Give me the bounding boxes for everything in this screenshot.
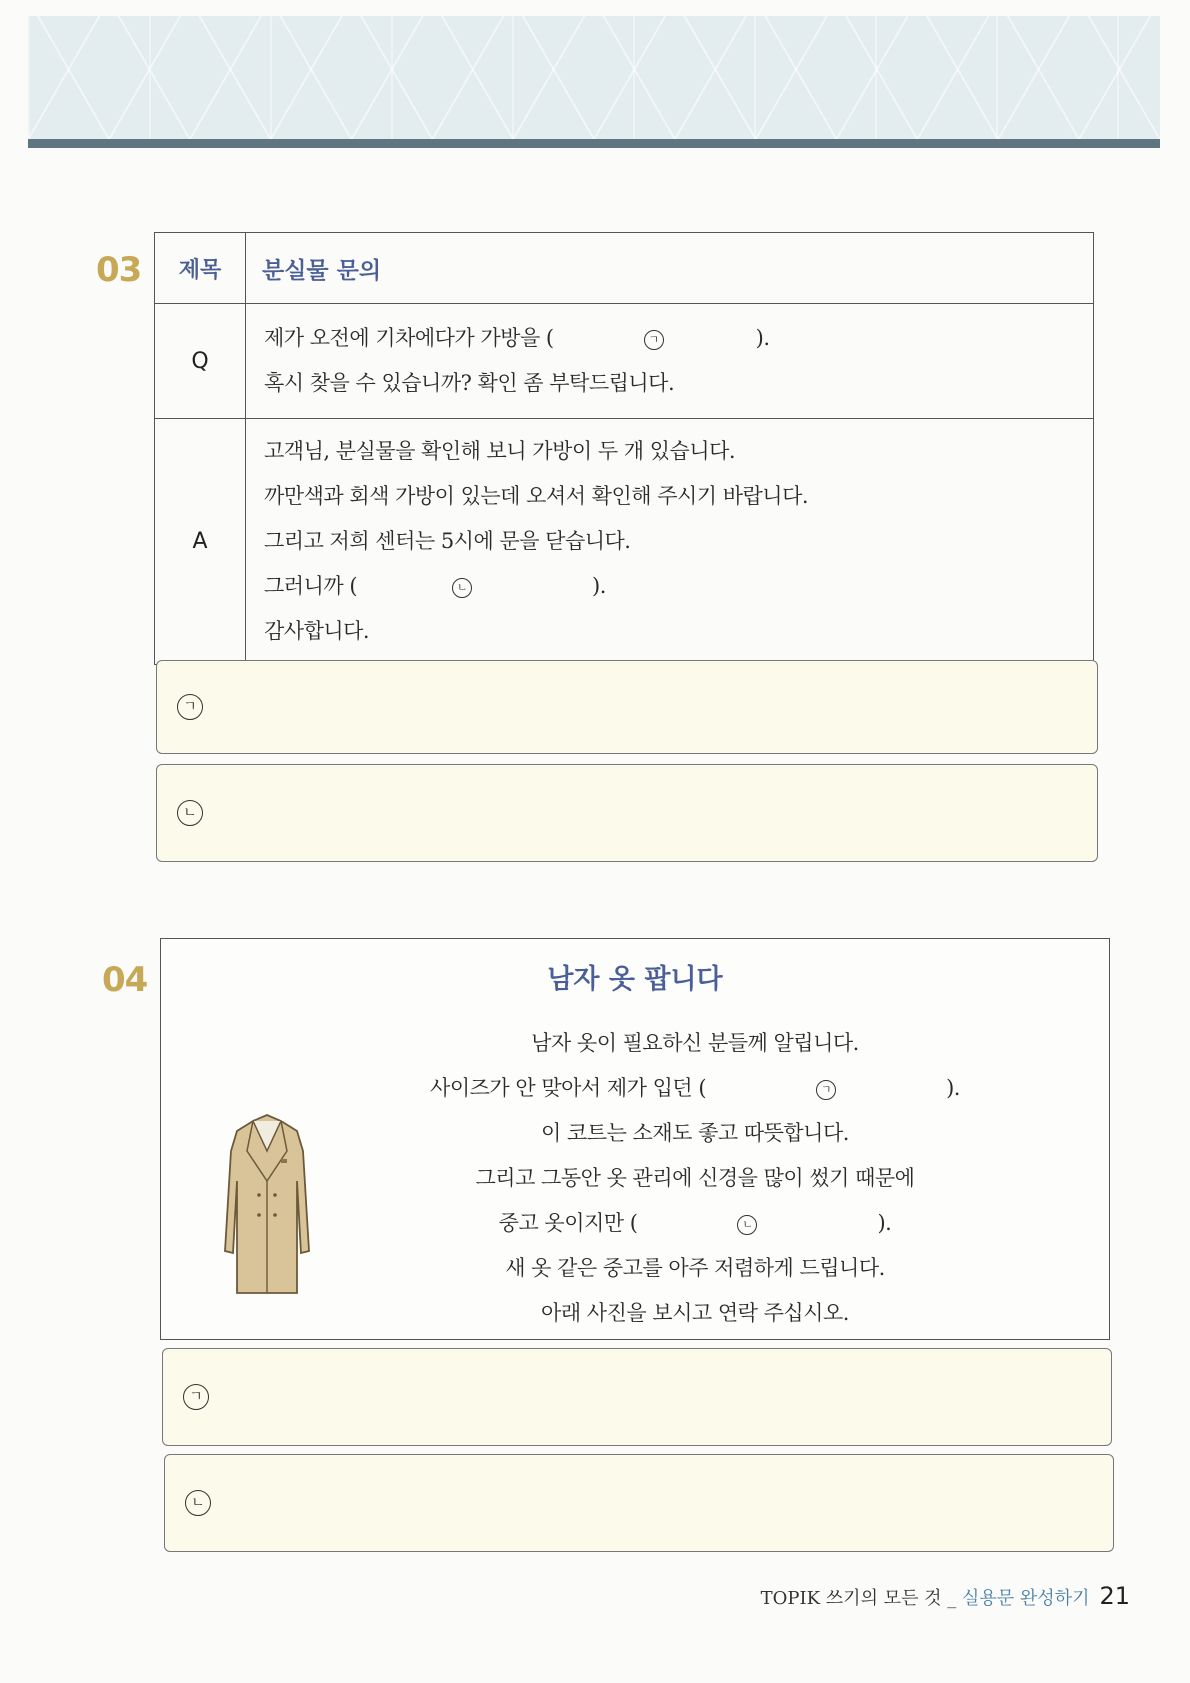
notice-line-3: 이 코트는 소재도 좋고 따뜻합니다.	[541, 1121, 849, 1145]
notice-line-4: 그리고 그동안 옷 관리에 신경을 많이 썼기 때문에	[475, 1166, 915, 1190]
question-number-03: 03	[96, 250, 142, 290]
question-line-2: 혹시 찾을 수 있습니까? 확인 좀 부탁드립니다.	[264, 371, 675, 395]
answer-marker-first: ㄱ	[177, 694, 203, 720]
question-line-1-post: ).	[755, 326, 770, 350]
answer-text	[246, 419, 1094, 665]
notice-line-2-post: ).	[946, 1076, 960, 1100]
notice-line-5	[281, 1201, 1109, 1246]
notice-line-2	[281, 1066, 1109, 1111]
footer-section: 실용문 완성하기	[962, 1588, 1090, 1609]
notice-line-5-post: ).	[877, 1211, 892, 1235]
blank-marker-second: ㄴ	[452, 578, 472, 598]
question-number-04: 04	[102, 960, 148, 1000]
answer-line-4	[264, 564, 1075, 609]
answer-line-5: 감사합니다.	[264, 619, 370, 643]
question-row	[155, 304, 1094, 419]
page-number: 21	[1099, 1582, 1130, 1610]
page-footer	[761, 1582, 1130, 1610]
inquiry-table	[154, 232, 1094, 665]
answer-box-first-03[interactable]	[156, 660, 1098, 754]
a-label: A	[155, 419, 246, 665]
answer-box-second-04[interactable]	[164, 1454, 1114, 1552]
blank-marker-first: ㄱ	[644, 330, 664, 350]
header-banner	[28, 16, 1160, 141]
q-label: Q	[155, 304, 246, 419]
answer-line-3: 그리고 저희 센터는 5시에 문을 닫습니다.	[264, 529, 631, 553]
notice-title: 남자 옷 팝니다	[547, 964, 723, 995]
notice-line-2-pre: 사이즈가 안 맞아서 제가 입던 (	[430, 1076, 707, 1100]
notice-blank-marker-second: ㄴ	[737, 1215, 757, 1235]
table-header-row	[155, 233, 1094, 304]
answer-box-second-03[interactable]	[156, 764, 1098, 862]
footer-book-title: TOPIK 쓰기의 모든 것 _	[760, 1588, 963, 1609]
question-line-1-pre: 제가 오전에 기차에다가 가방을 (	[264, 326, 554, 350]
answer-box-first-04[interactable]	[162, 1348, 1112, 1446]
answer-row	[155, 419, 1094, 665]
notice-line-1: 남자 옷이 필요하신 분들께 알립니다.	[531, 1031, 859, 1055]
sale-notice	[160, 938, 1110, 1340]
notice-line-5-pre: 중고 옷이지만 (	[498, 1211, 638, 1235]
answer-marker-second-04: ㄴ	[185, 1490, 211, 1516]
inquiry-title: 분실물 문의	[246, 233, 1094, 304]
notice-body	[281, 1021, 1109, 1336]
header-banner-bar	[28, 139, 1160, 148]
answer-marker-second: ㄴ	[177, 800, 203, 826]
question-text	[246, 304, 1094, 419]
header-label: 제목	[155, 233, 246, 304]
answer-line-2: 까만색과 회색 가방이 있는데 오셔서 확인해 주시기 바랍니다.	[264, 484, 809, 508]
notice-line-7: 아래 사진을 보시고 연락 주십시오.	[541, 1301, 849, 1325]
answer-line-1: 고객님, 분실물을 확인해 보니 가방이 두 개 있습니다.	[264, 439, 736, 463]
answer-marker-first-04: ㄱ	[183, 1384, 209, 1410]
answer-line-4-post: ).	[592, 574, 606, 598]
answer-line-4-pre: 그러니까 (	[264, 574, 358, 598]
notice-blank-marker-first: ㄱ	[816, 1080, 836, 1100]
question-line-1	[264, 316, 1075, 361]
notice-line-6: 새 옷 같은 중고를 아주 저렴하게 드립니다.	[505, 1256, 885, 1280]
